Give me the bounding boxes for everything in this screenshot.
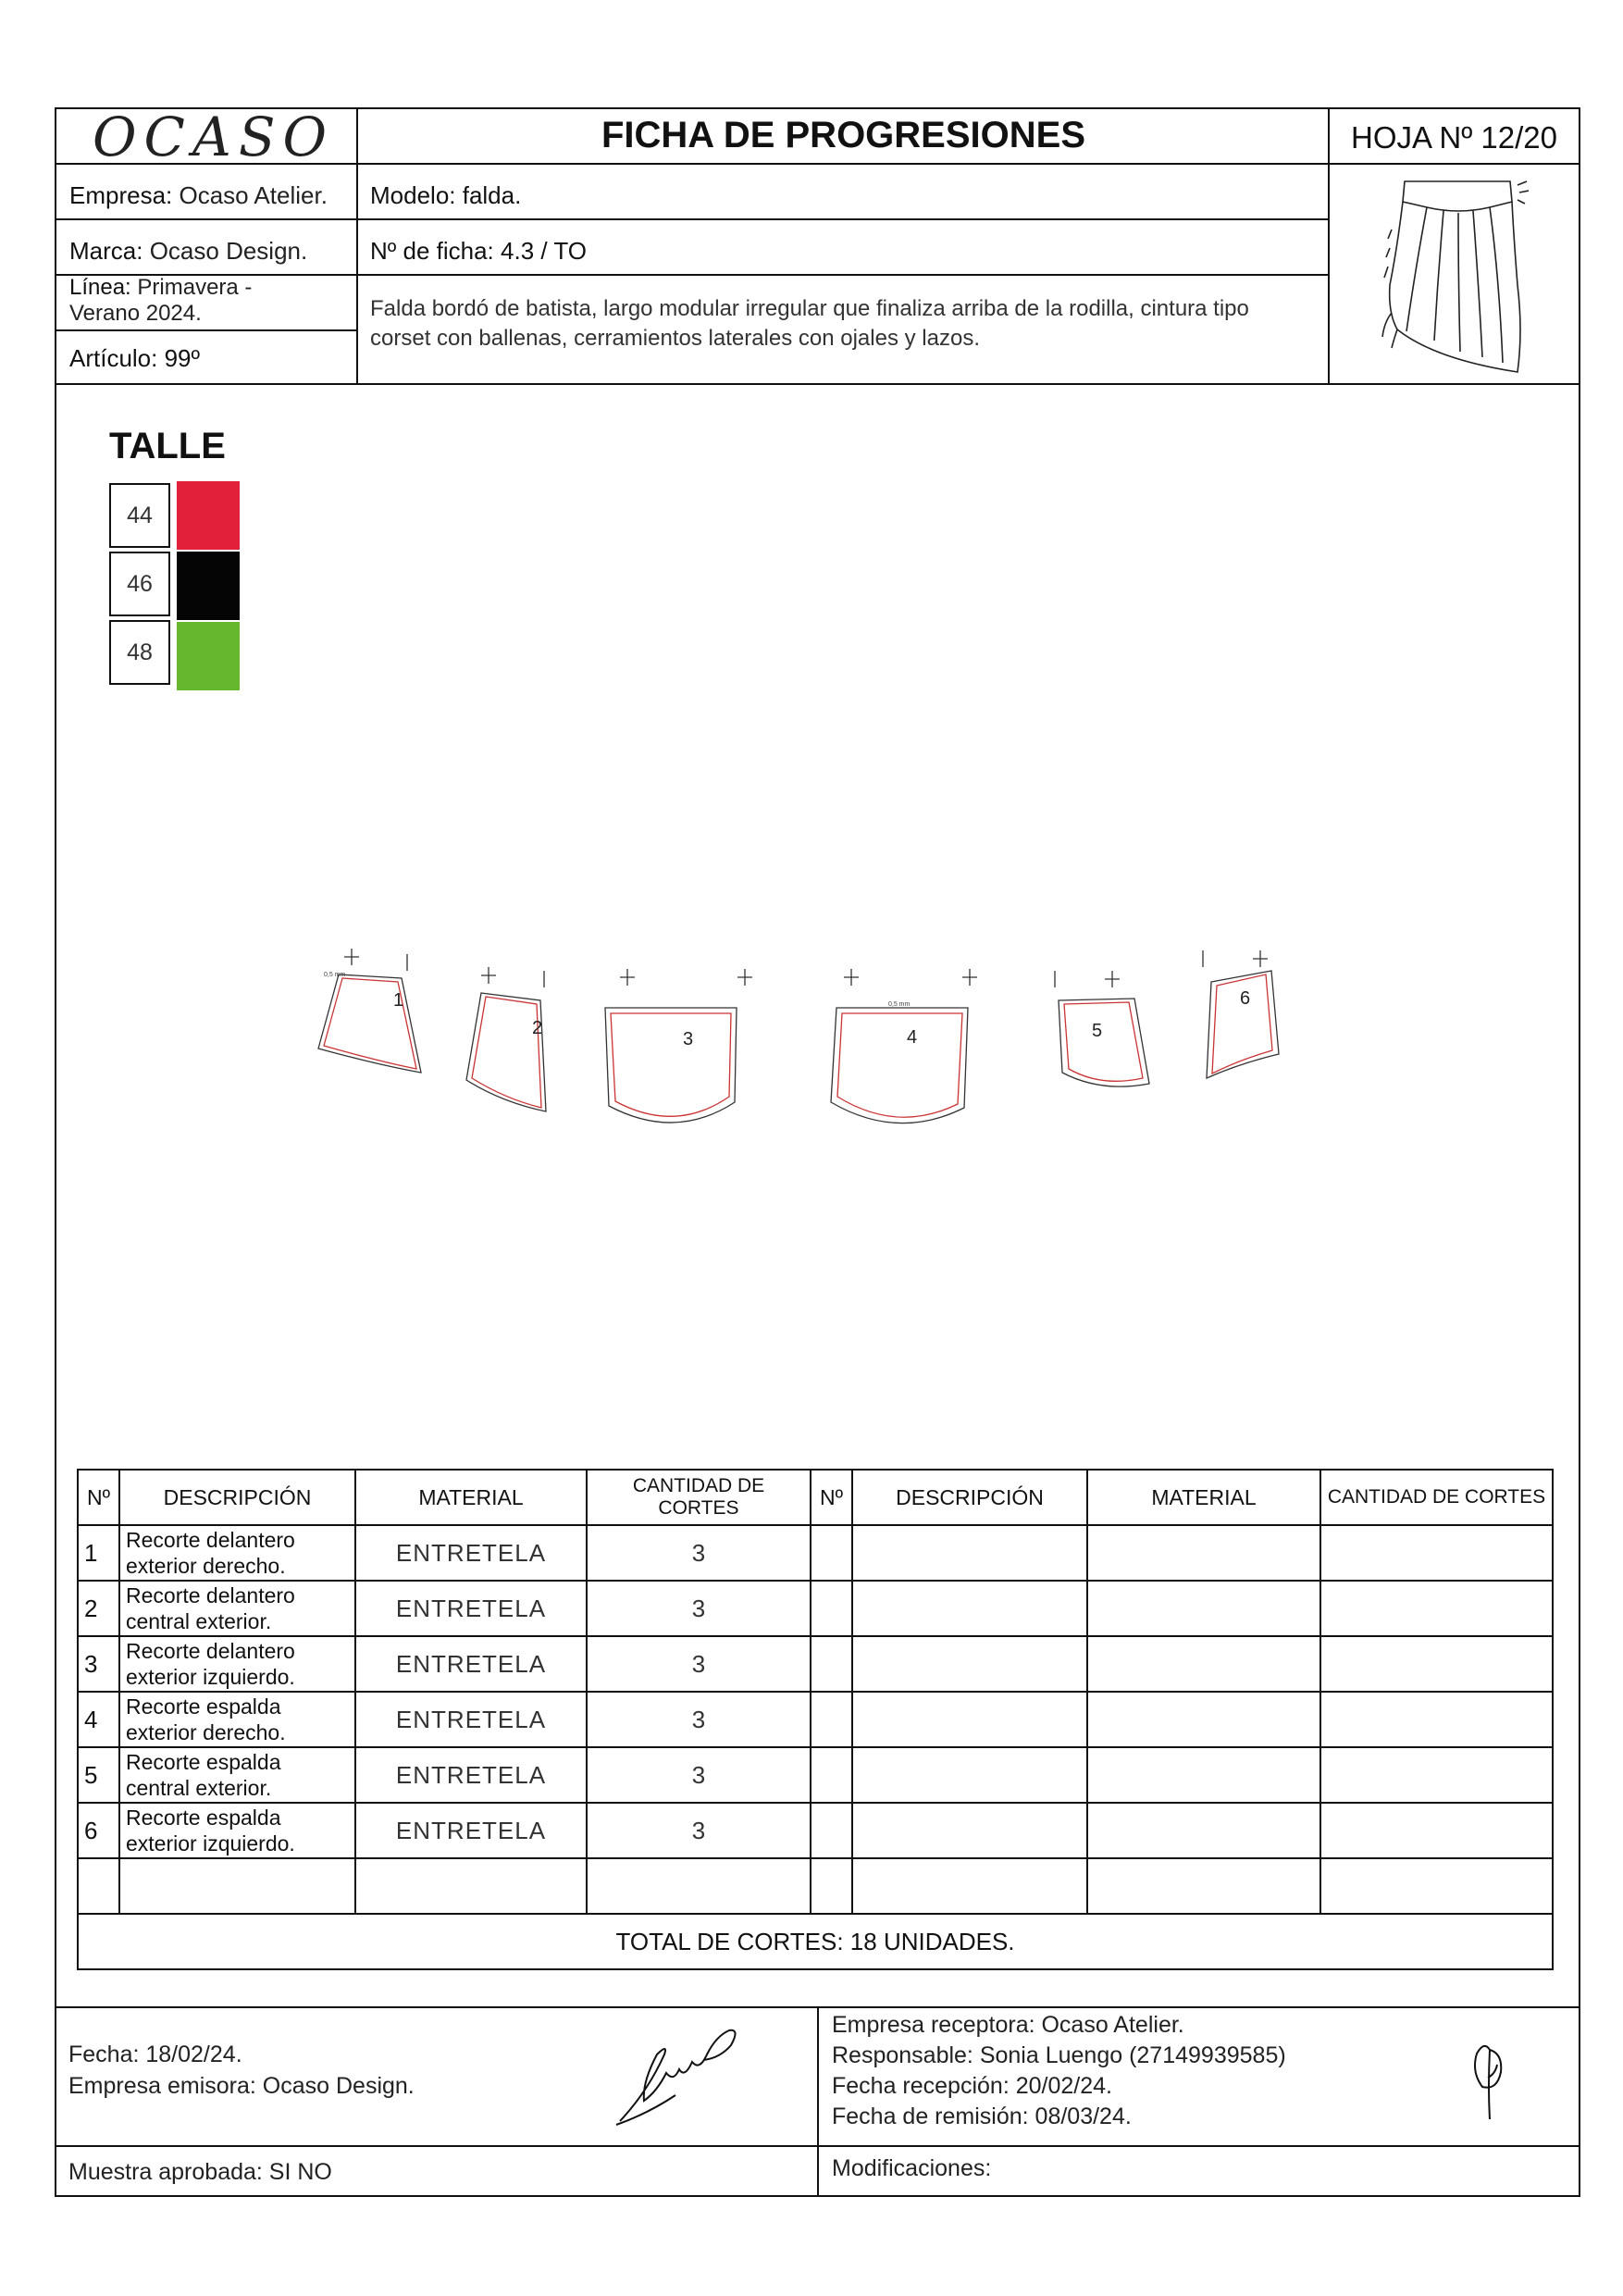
ficha-field: Nº de ficha: 4.3 / TO [370,237,587,265]
divider [356,107,358,384]
emisora-field: Empresa emisora: Ocaso Design. [68,2073,415,2099]
skirt-sketch-icon [1379,174,1536,376]
header-num: Nº [78,1470,119,1525]
receptora-field: Empresa receptora: Ocaso Atelier. [832,2012,1184,2038]
row-qty: 3 [587,1636,811,1692]
size-label: 44 [109,483,170,548]
table-row [78,1803,1553,1858]
row-num: 3 [78,1636,119,1692]
responsable-field: Responsable: Sonia Luengo (27149939585) [832,2042,1286,2068]
modificaciones-field: Modificaciones: [832,2155,992,2181]
table-row-empty [78,1858,1553,1914]
description-line-1: Falda bordó de batista, largo modular irregular que finaliza arriba de la rodilla, cintura tipo [370,296,1249,321]
marca-value: Ocaso Design. [149,237,308,265]
row-material: ENTRETELA [355,1525,587,1581]
row-qty: 3 [587,1747,811,1803]
table-row [78,1747,1553,1803]
row-qty: 3 [587,1581,811,1636]
piece-number: 1 [393,990,404,1011]
empresa-field [69,181,328,210]
row-desc-line: exterior derecho. [126,1720,286,1744]
empresa-value: Ocaso Atelier. [179,181,328,209]
row-desc-line: Recorte delantero [126,1639,295,1663]
row-qty: 3 [587,1803,811,1858]
table-row [78,1525,1553,1581]
linea-value-1: Primavera - [137,275,253,300]
footer-right [832,2010,1286,2132]
marca-field [69,237,307,266]
row-desc-line: Recorte delantero [126,1583,295,1607]
row-desc-line: Recorte delantero [126,1528,295,1552]
row-desc-line: exterior izquierdo. [126,1665,295,1689]
size-row [109,483,170,548]
row-num: 1 [78,1525,119,1581]
row-desc [119,1747,355,1803]
header-material: MATERIAL [1087,1470,1320,1525]
piece-number: 6 [1240,988,1251,1009]
row-qty: 3 [587,1692,811,1747]
fecha-field: Fecha: 18/02/24. [68,2042,242,2067]
seam-allowance-label: 0,5 mm [888,1001,911,1008]
row-desc-line: Recorte espalda [126,1694,281,1719]
total-cuts: TOTAL DE CORTES: 18 UNIDADES. [78,1914,1553,1969]
row-desc-line: exterior izquierdo. [126,1831,295,1855]
header-qty: CANTIDAD DE CORTES [1320,1470,1553,1525]
piece-number: 3 [683,1029,694,1049]
piece-number: 4 [907,1027,918,1048]
header-qty: CANTIDAD DE CORTES [587,1470,811,1525]
size-swatch [177,552,240,620]
modelo-field: Modelo: falda. [370,181,522,209]
row-material: ENTRETELA [355,1636,587,1692]
linea-label: Línea: [69,275,131,300]
sheet-number: HOJA Nº 12/20 [1351,120,1557,155]
row-qty: 3 [587,1525,811,1581]
seam-allowance-label: 0,5 mm [324,972,346,978]
row-num: 6 [78,1803,119,1858]
cuts-table [77,1469,1554,1970]
size-label: 48 [109,620,170,685]
brand-logo: OCASO [93,105,335,168]
talle-title: TALLE [109,426,226,466]
signature-emisora-icon [611,2017,750,2128]
table-total-row [78,1914,1553,1969]
marca-label: Marca: [69,237,143,265]
linea-field [69,275,252,327]
row-material: ENTRETELA [355,1747,587,1803]
footer-left [68,2039,415,2102]
row-desc [119,1525,355,1581]
row-num: 2 [78,1581,119,1636]
row-desc-line: Recorte espalda [126,1806,281,1830]
divider [817,2006,819,2197]
divider [55,383,1580,385]
header-material: MATERIAL [355,1470,587,1525]
row-material: ENTRETELA [355,1803,587,1858]
row-desc [119,1803,355,1858]
piece-number: 5 [1092,1021,1103,1041]
row-desc [119,1692,355,1747]
row-desc [119,1636,355,1692]
divider [55,329,356,331]
row-desc-line: exterior derecho. [126,1554,286,1578]
row-material: ENTRETELA [355,1581,587,1636]
size-swatch [177,481,240,550]
recepcion-field: Fecha recepción: 20/02/24. [832,2073,1112,2099]
table-row [78,1581,1553,1636]
table-row [78,1692,1553,1747]
size-label: 46 [109,552,170,616]
row-num: 4 [78,1692,119,1747]
divider [55,218,1330,220]
size-row [109,620,170,685]
signature-receptora-icon [1462,2031,1518,2124]
row-desc-line: central exterior. [126,1609,272,1633]
size-row [109,552,170,616]
row-desc-line: central exterior. [126,1776,272,1800]
pattern-pieces [287,949,1332,1134]
row-num: 5 [78,1747,119,1803]
muestra-field: Muestra aprobada: SI NO [68,2159,332,2185]
row-desc [119,1581,355,1636]
linea-value-2: Verano 2024. [69,301,202,326]
size-swatch [177,622,240,690]
piece-number: 2 [532,1018,543,1038]
table-row [78,1636,1553,1692]
row-material: ENTRETELA [355,1692,587,1747]
table-header-row [78,1470,1553,1525]
empresa-label: Empresa: [69,181,173,209]
row-desc-line: Recorte espalda [126,1750,281,1774]
description-line-2: corset con ballenas, cerramientos laterales con ojales y lazos. [370,326,980,351]
header-desc: DESCRIPCIÓN [119,1470,355,1525]
header-desc: DESCRIPCIÓN [852,1470,1087,1525]
description-field [370,294,1249,354]
remision-field: Fecha de remisión: 08/03/24. [832,2104,1132,2129]
articulo-field: Artículo: 99º [69,344,201,372]
header-num: Nº [811,1470,852,1525]
page-title: FICHA DE PROGRESIONES [601,115,1086,155]
